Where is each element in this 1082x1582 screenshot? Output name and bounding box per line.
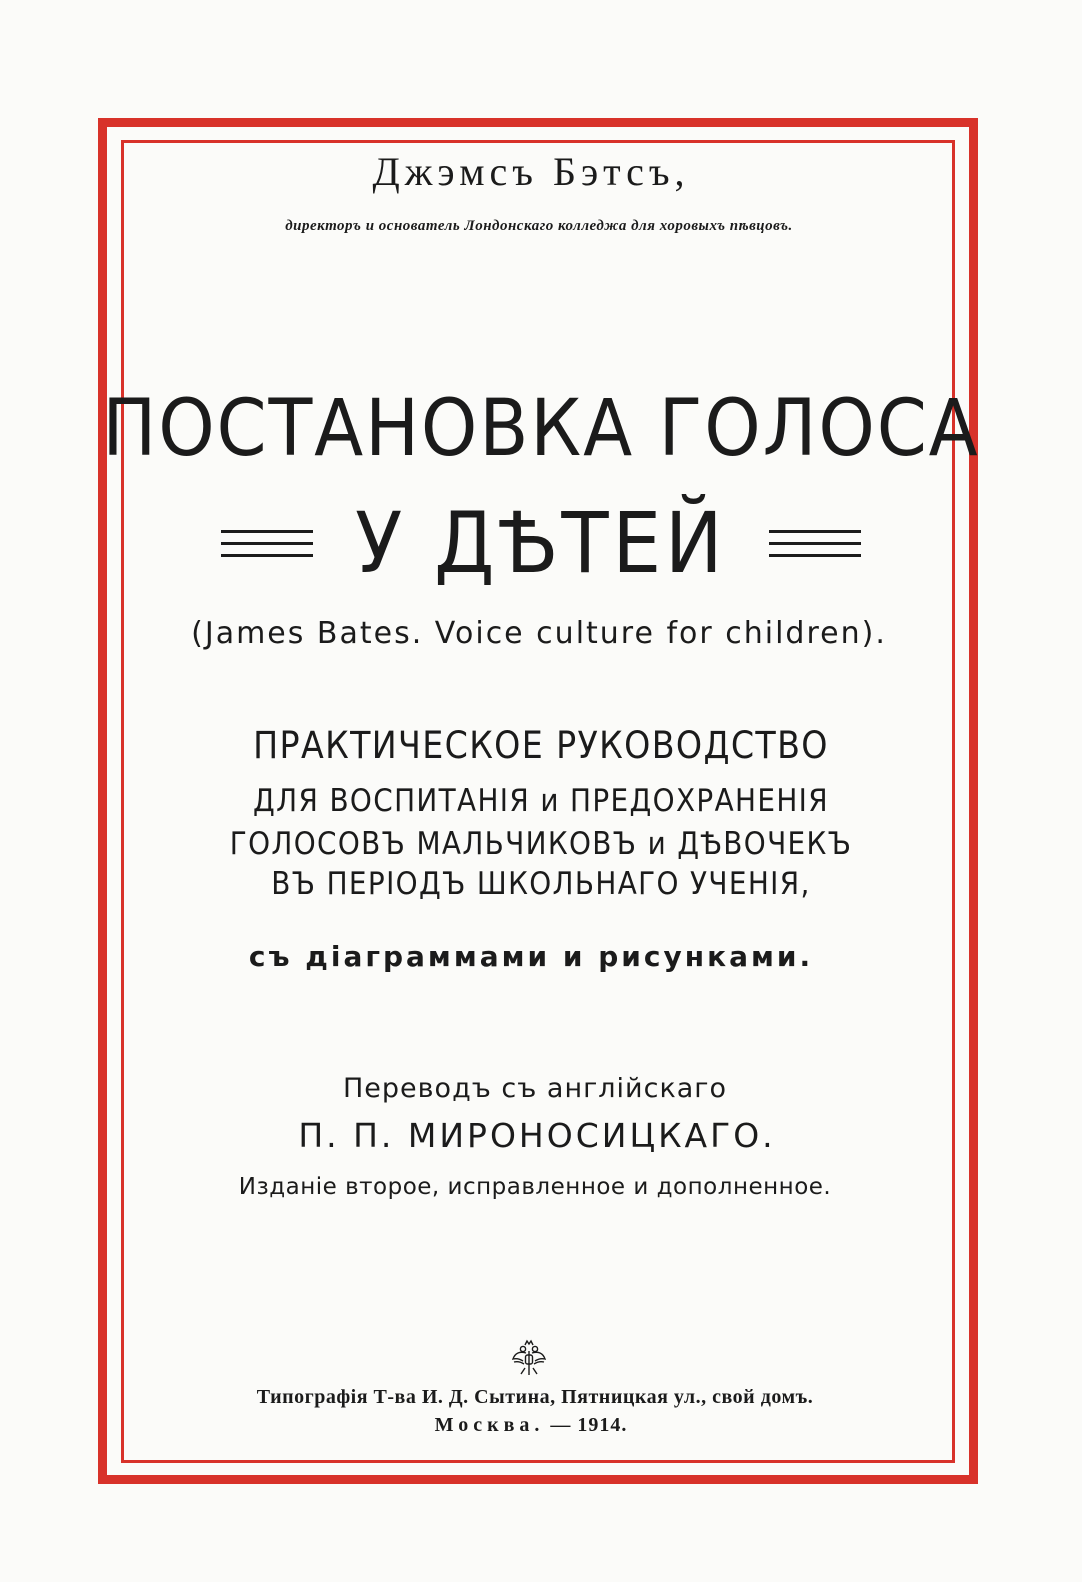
city-year-line — [0, 1414, 1072, 1437]
city: Москва. — [434, 1414, 545, 1436]
book-title-line-2-row — [0, 494, 1082, 592]
translation-label: Переводъ съ англійскаго — [342, 1073, 728, 1104]
year-separator: — — [550, 1414, 572, 1436]
description-line-1: ПРАКТИЧЕСКОЕ РУКОВОДСТВО — [253, 724, 829, 767]
description-line-4: ВЪ ПЕРІОДЪ ШКОЛЬНАГО УЧЕНІЯ, — [271, 866, 811, 902]
book-title-line-1: ПОСТАНОВКА ГОЛОСА — [102, 384, 980, 474]
year: 1914. — [577, 1414, 628, 1436]
author-description: директоръ и основатель Лондонскаго колледжа для хоровыхъ пѣвцовъ. — [285, 218, 793, 234]
printer-imprint: Типографія Т-ва И. Д. Сытина, Пятницкая ул., свой домъ. — [256, 1386, 814, 1408]
translator-name: П. П. МИРОНОСИЦКАГО. — [298, 1116, 776, 1155]
author-name: Джэмсъ Бэтсъ, — [372, 149, 690, 194]
english-subtitle: (James Bates. Voice culture for children). — [191, 616, 887, 651]
book-title-line-2: У ДѢТЕЙ — [355, 494, 727, 592]
edition-note: Изданіе второе, исправленное и дополненное. — [238, 1174, 832, 1200]
description-line-2: ДЛЯ ВОСПИТАНІЯ и ПРЕДОХРАНЕНІЯ — [253, 783, 829, 819]
right-ornament-rule — [769, 530, 861, 557]
left-ornament-rule — [221, 530, 313, 557]
double-headed-eagle-icon — [510, 1337, 548, 1377]
description-line-5: съ діаграммами и рисунками. — [248, 940, 814, 973]
description-line-3: ГОЛОСОВЪ МАЛЬЧИКОВЪ и ДѢВОЧЕКЪ — [229, 826, 853, 862]
